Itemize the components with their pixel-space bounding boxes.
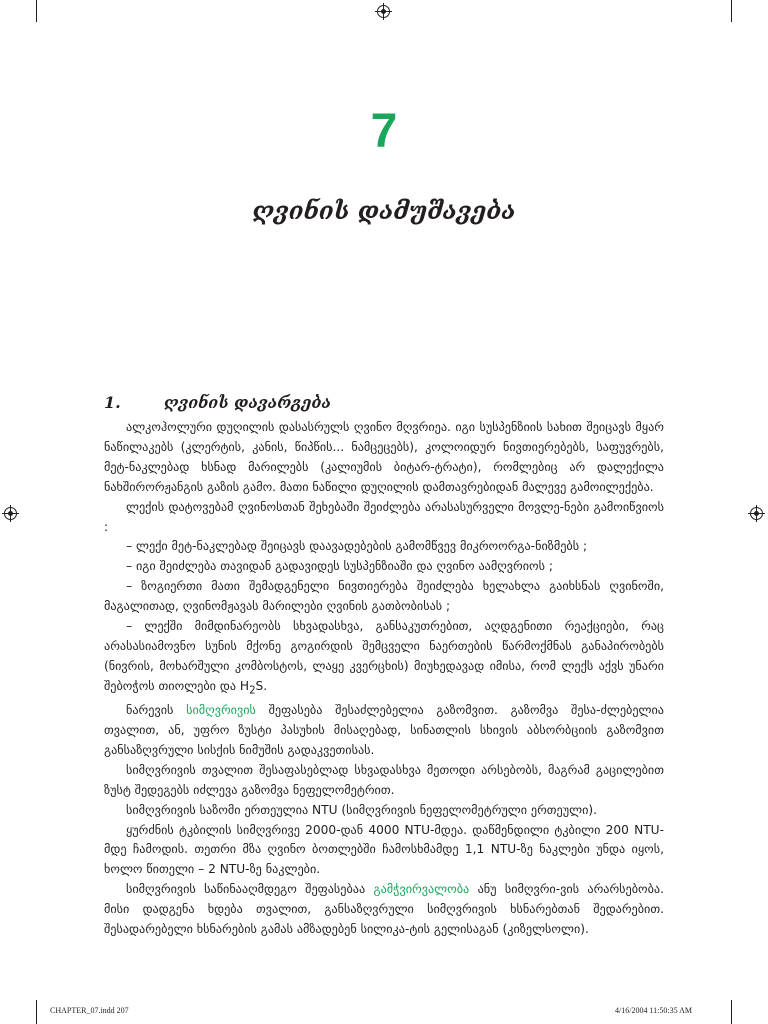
paragraph-methods: სიმღვრივის თვალით შესაფასებლად სხვადასხვა მეთოდი არსებობს, მაგრამ გაცილებით ზუსტ შედეგებს იძლევა გაზომვა ნეფელომეტრით.	[104, 762, 664, 797]
footer-timestamp: 4/16/2004 11:50:35 AM	[615, 1006, 693, 1015]
formula-h2s	[239, 678, 268, 697]
list-item-2: – იგი შეიძლება თავიდან გადავიდეს სუსპენზიაში და ღვინო აამღვრიოს ;	[126, 559, 553, 574]
paragraph-turbidity-post: შეფასება შესაძლებელია გაზომვით. გაზომვა შესა-ძლებელია თვალით, ან, უფრო ზუსტი პასუხის მისაღებად, სინათლის სხივის აბსორბციის გაზომვით განსაზღვრული სისქის ნიმუშის გადაკვეთისას.	[104, 703, 664, 757]
formula-tail: S.	[255, 678, 268, 693]
list-item-4-text: – ლექში მიმდინარეობს სხვადასხვა, განსაკუთრებით, აღდგენითი რეაქციები, რაც არასასიამოვნო სუნის მქონე გოგირდის შემცველი ნაერთების წარმოქმნას განაპირობებს (ნივრის, მოხარშული კომბოსტოს, ლაყე კვერცხის) მიუხედავად იმისა, რომ ლექს აქვს უნარი შებოჭოს თიოლები და	[104, 619, 664, 693]
registration-mark-left-icon	[4, 507, 17, 520]
registration-mark-top-icon	[377, 5, 390, 18]
section-heading	[104, 393, 664, 412]
body-text	[104, 418, 664, 940]
crop-mark-top-right	[731, 0, 732, 22]
paragraph-turbidity-pre: ნარევის	[126, 703, 187, 718]
chapter-title: ღვინის დამუშავება	[252, 196, 516, 225]
paragraph-turbidity	[104, 701, 664, 761]
section-title: ღვინის დავარგება	[164, 393, 331, 412]
term-clarity: გამჭვირვალობა	[373, 882, 470, 897]
crop-mark-top-left	[36, 0, 37, 22]
crop-mark-bottom-left	[36, 1000, 37, 1024]
formula-element: H	[239, 678, 250, 693]
section-number: 1.	[104, 393, 121, 412]
chapter-number: 7	[370, 105, 398, 158]
term-turbidity: სიმღვრივის	[186, 703, 256, 718]
paragraph-2: ლექის დატოვებამ ღვინოსთან შეხებაში შეიძლება არასასურველი მოვლე-ნები გამოიწვიოს :	[104, 499, 664, 534]
list-item-1: – ლექი მეტ-ნაკლებად შეიცავს დაავადებების გამომწვევ მიკროორგა-ნიზმებს ;	[126, 539, 588, 554]
paragraph-values: ყურძნის ტკბილის სიმღვრივე 2000-დან 4000 NTU-მდეა. დაწმენდილი ტკბილი 200 NTU-მდე ჩამოდის. თეთრი მზა ღვინო ბოთლებში ჩამოსხმამდე 1,1 NTU-ზე ნაკლები უნდა იყოს, ხოლო წითელი – 2 NTU-ზე ნაკლები.	[104, 822, 664, 877]
footer-file: CHAPTER_07.indd 207	[50, 1006, 129, 1015]
paragraph-clarity	[104, 880, 664, 940]
paragraph-clarity-post: ანუ სიმღვრი-ვის არარსებობა. მისი დადგენა ხდება თვალით, განსაზღვრული სიმღვრივის ხსნარებთან შედარებით. შესადარებელი ხსნარების გამას ამზადებენ სილიკა-ტის გელისაგან (კიზელსოლი).	[104, 882, 664, 937]
paragraph-unit: სიმღვრივის საზომი ერთეულია NTU (სიმღვრივის ნეფელომეტრული ერთეული).	[126, 802, 598, 817]
paragraph-clarity-pre: სიმღვრივის საწინააღმდეგო შეფასებაა	[126, 882, 374, 897]
paragraph-1: ალკოჰოლური დუღილის დასასრულს ღვინო მღვრიეა. იგი სუსპენზიის სახით შეიცავს მყარ ნაწილაკებს (კლერტის, კანის, წიპწის... ნამცეცებს), კოლოიდურ ნივთიერებებს, საფუვრებს, მეტ-ნაკლებად ხსნად მარილებს (კალიუმის ბიტარ-ტრატი), რომლებიც არ დალექილა ნახშირორჟანგის გაზის გამო. მათი ნაწილი დუღილის დამთავრებიდან მალევე გამოილექება.	[104, 420, 664, 494]
formula-subscript: 2	[249, 685, 256, 697]
list-item-3: – ზოგიერთი მათი შემადგენელი ნივთიერება შეიძლება ხელახლა გაიხსნას ღვინოში, მაგალითად, ღვინომჟავას მარილები ღვინის გათბობისას ;	[104, 579, 664, 614]
list-item-4	[104, 617, 664, 701]
registration-mark-right-icon	[750, 507, 763, 520]
crop-mark-bottom-right	[731, 1000, 732, 1024]
